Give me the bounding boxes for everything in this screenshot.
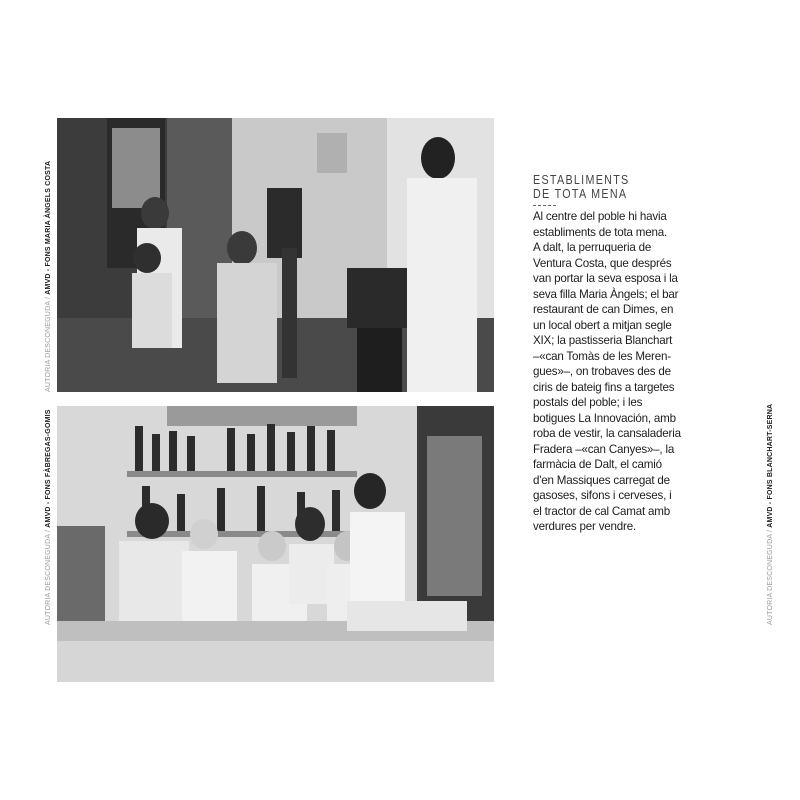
body-line: Fradera –«can Canyes»–, la [533, 442, 675, 456]
article-column [533, 173, 713, 535]
body-line: un local obert a mitjan segle [533, 318, 672, 332]
body-line: Ventura Costa, que després [533, 256, 672, 270]
credit-fund: AMVD - FONS FÀBREGAS-GOMIS [45, 409, 52, 528]
body-line: verdures per vendre. [533, 520, 636, 533]
body-line: A dalt, la perruqueria de [533, 241, 652, 254]
section-title: ESTABLIMENTS DE TOTA MENA [533, 173, 630, 201]
body-line: botigues La Innovación, amb [533, 411, 676, 425]
photo-credit-bottom [45, 409, 52, 625]
credit-author: AUTORIA DESCONEGUDA [45, 301, 52, 392]
body-line: XIX; la pastisseria Blanchart [533, 334, 673, 347]
credit-fund: AMVD - FONS MARIA ÀNGELS COSTA [45, 160, 52, 295]
bar-family-photo [57, 406, 494, 682]
body-line: restaurant de can Dimes, en [533, 303, 674, 316]
credit-separator: / [45, 529, 52, 533]
body-line: van portar la seva esposa i la [533, 272, 678, 285]
credit-author: AUTORIA DESCONEGUDA [767, 534, 774, 625]
body-line: el tractor de cal Camat amb [533, 504, 671, 518]
credit-separator: / [767, 529, 774, 533]
article-body [533, 209, 713, 535]
credit-fund: AMVD - FONS BLANCHART-SERNA [767, 403, 774, 528]
title-divider [533, 205, 556, 206]
body-line: gasoses, sifons i cerveses, i [533, 489, 672, 502]
body-line: roba de vestir, la cansaladeria [533, 427, 681, 440]
body-line: establiments de tota mena. [533, 225, 668, 239]
body-line: –«can Tomàs de les Meren- [533, 349, 671, 363]
body-line: seva filla Maria Àngels; el bar [533, 287, 679, 301]
photo-credit-right [767, 404, 774, 625]
body-line: gues»–, on trobaves des de [533, 365, 671, 378]
body-line: d'en Massiques carregat de [533, 473, 670, 487]
body-line: farmàcia de Dalt, el camió [533, 458, 662, 471]
credit-author: AUTORIA DESCONEGUDA [45, 534, 52, 625]
body-line: ciris de bateig fins a targetes [533, 380, 675, 394]
body-line: postals del poble; i les [533, 396, 643, 409]
credit-separator: / [45, 296, 52, 300]
photo-credit-top [45, 161, 52, 392]
body-line: Al centre del poble hi havia [533, 210, 667, 223]
hairdresser-photo [57, 118, 494, 392]
